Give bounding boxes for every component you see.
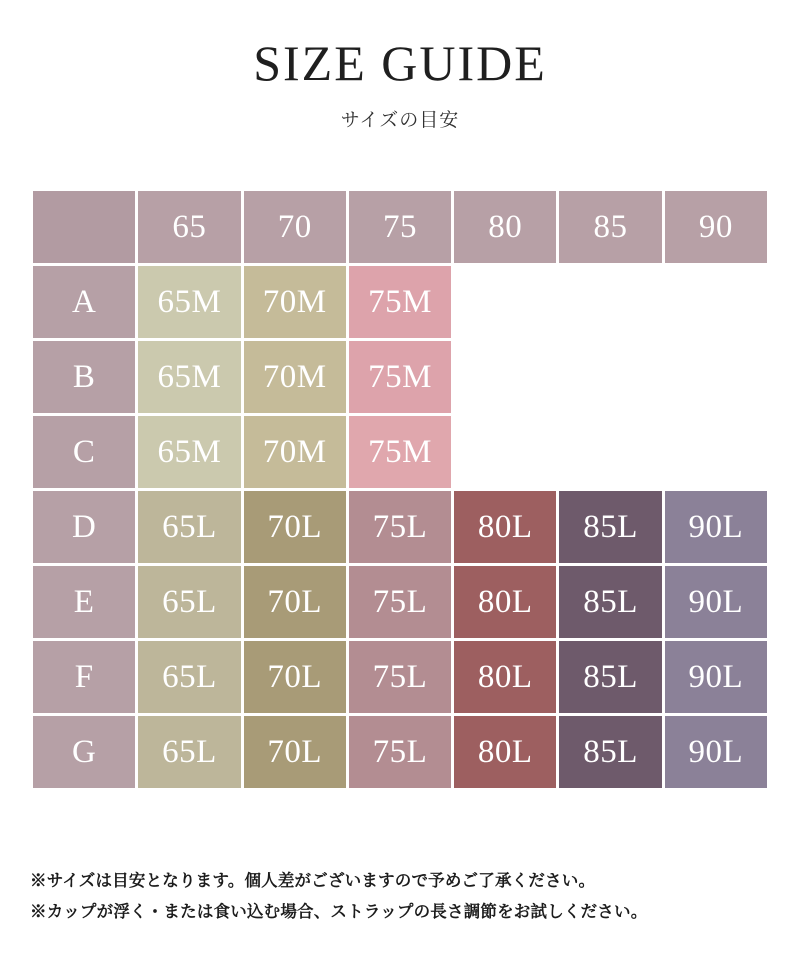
size-cell-65L: 65L [138,716,240,788]
size-cell-75L: 75L [349,491,451,563]
size-cell-90L: 90L [665,566,767,638]
notes-block [30,866,770,927]
size-cell-75L: 75L [349,641,451,713]
size-cell-empty [559,341,661,413]
size-cell-70M: 70M [244,416,346,488]
size-cell-empty [454,266,556,338]
size-cell-70M: 70M [244,266,346,338]
size-cell-65M: 65M [138,341,240,413]
size-cell-80L: 80L [454,716,556,788]
size-cell-empty [665,341,767,413]
size-cell-empty [454,341,556,413]
size-cell-70L: 70L [244,716,346,788]
row-header-A: A [33,266,135,338]
table-row [33,716,767,788]
table-corner-cell [33,191,135,263]
size-cell-70L: 70L [244,641,346,713]
size-table-body [33,266,767,788]
table-row [33,566,767,638]
size-cell-65M: 65M [138,266,240,338]
size-cell-85L: 85L [559,641,661,713]
table-row [33,641,767,713]
size-table [30,188,770,791]
size-cell-65L: 65L [138,566,240,638]
size-cell-empty [665,266,767,338]
note-line: ※サイズは目安となります。個人差がございますので予めご了承ください。 [30,872,596,890]
size-cell-80L: 80L [454,491,556,563]
size-cell-65L: 65L [138,641,240,713]
size-cell-85L: 85L [559,491,661,563]
size-cell-70M: 70M [244,341,346,413]
size-cell-75M: 75M [349,341,451,413]
row-header-E: E [33,566,135,638]
page-header [0,0,800,132]
size-cell-empty [559,416,661,488]
size-cell-80L: 80L [454,566,556,638]
table-row [33,266,767,338]
size-cell-90L: 90L [665,491,767,563]
size-cell-90L: 90L [665,716,767,788]
page-title: SIZE GUIDE [253,35,547,91]
size-cell-empty [665,416,767,488]
row-header-G: G [33,716,135,788]
column-header-90: 90 [665,191,767,263]
table-header-row [33,191,767,263]
row-header-B: B [33,341,135,413]
size-cell-75L: 75L [349,716,451,788]
size-cell-90L: 90L [665,641,767,713]
size-cell-80L: 80L [454,641,556,713]
size-cell-empty [559,266,661,338]
size-cell-65M: 65M [138,416,240,488]
table-row [33,491,767,563]
size-cell-75L: 75L [349,566,451,638]
row-header-F: F [33,641,135,713]
row-header-D: D [33,491,135,563]
size-cell-70L: 70L [244,566,346,638]
row-header-C: C [33,416,135,488]
size-table-wrap [30,188,770,791]
size-cell-85L: 85L [559,716,661,788]
size-cell-85L: 85L [559,566,661,638]
column-header-65: 65 [138,191,240,263]
column-header-75: 75 [349,191,451,263]
size-cell-70L: 70L [244,491,346,563]
size-cell-75M: 75M [349,416,451,488]
column-header-70: 70 [244,191,346,263]
table-row [33,416,767,488]
size-cell-65L: 65L [138,491,240,563]
table-row [33,341,767,413]
note-line: ※カップが浮く・または食い込む場合、ストラップの長さ調節をお試しください。 [30,902,648,921]
size-cell-empty [454,416,556,488]
column-header-85: 85 [559,191,661,263]
column-header-80: 80 [454,191,556,263]
size-table-head [33,191,767,263]
size-cell-75M: 75M [349,266,451,338]
page-subtitle: サイズの目安 [340,110,460,131]
